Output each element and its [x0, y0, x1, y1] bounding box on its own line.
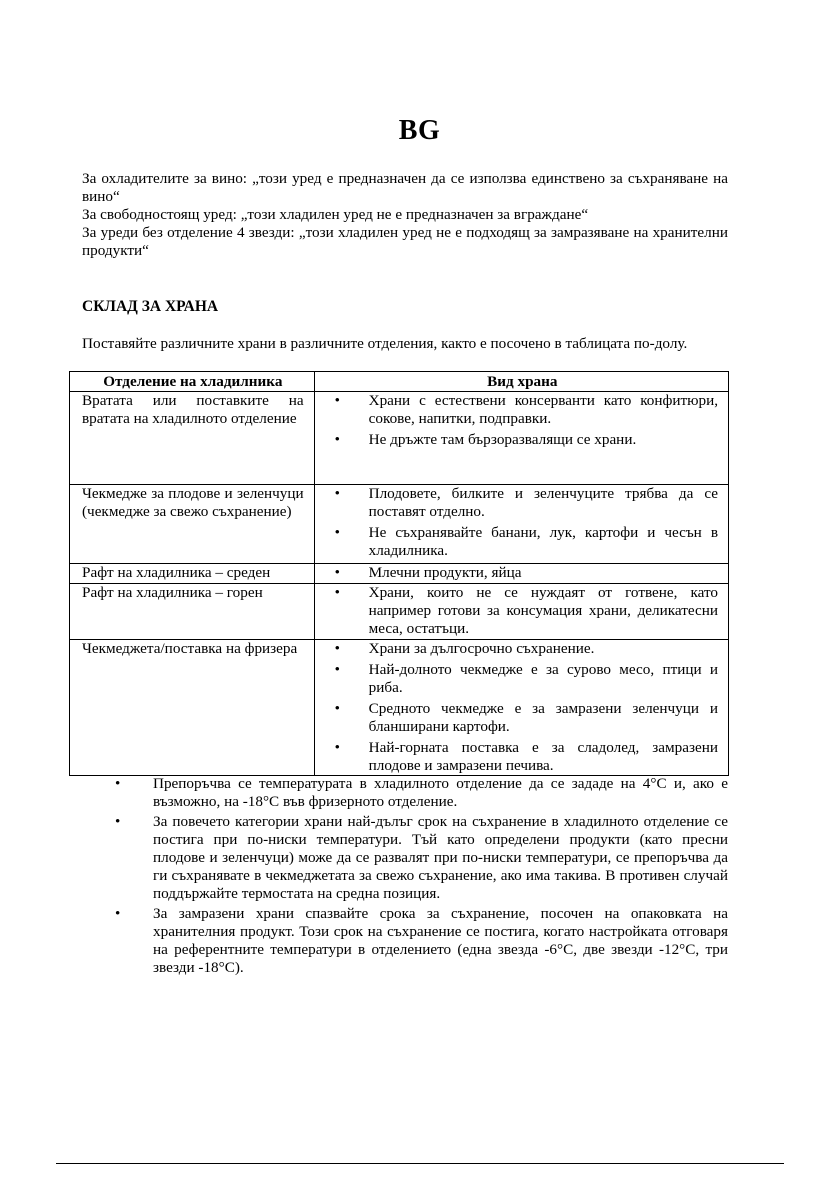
- table-row: [70, 564, 729, 584]
- compartment-middle-shelf: Рафт на хладилника – среден: [82, 564, 271, 581]
- list-item: [82, 775, 728, 811]
- table-header-row: [70, 372, 729, 392]
- section-lead: Поставяйте различните храни в различните отделения, както е посочено в таблицата по-долу.: [82, 335, 688, 352]
- bullet-icon: •: [334, 584, 340, 601]
- food-storage-table: [69, 371, 729, 776]
- bullet-icon: •: [334, 524, 340, 541]
- frozen-food-note: За замразени храни спазвайте срока за съхранение, посочен на опаковката на хранителния продукт. Този срок на съхранение се постига, когато настройката отговаря на референтните температури в отделението (една звезда -6°C, две звезди -12°C, три звезди -18°C).: [153, 905, 728, 976]
- section-title: СКЛАД ЗА ХРАНА: [82, 298, 219, 315]
- storage-notes: [82, 775, 728, 979]
- food-list: [327, 640, 718, 775]
- list-item: • Плодовете, билките и зеленчуците трябва да се поставят отделно.: [334, 485, 718, 520]
- bullet-icon: •: [115, 775, 121, 792]
- footer-divider: [56, 1163, 784, 1164]
- table-row: [70, 584, 729, 640]
- food-list: [327, 392, 718, 449]
- temperature-note: Препоръчва се температурата в хладилното отделение да се зададе на 4°C и, ако е възможно, на -18°C във фризерното отделение.: [153, 775, 728, 810]
- food-list: [327, 564, 718, 582]
- table-row: [70, 640, 729, 776]
- list-item: • Не съхранявайте банани, лук, картофи и чесън в хладилника.: [334, 524, 718, 559]
- bullet-icon: •: [334, 700, 340, 717]
- bullet-icon: •: [115, 813, 121, 830]
- no-four-star-notice: За уреди без отделение 4 звезди: „този хладилен уред не е подходящ за замразяване на хранителни продукти“: [82, 224, 728, 259]
- bullet-icon: •: [115, 905, 121, 922]
- bullet-icon: •: [334, 739, 340, 756]
- food-list: [327, 485, 718, 560]
- compartment-freezer: Чекмеджета/поставка на фризера: [82, 640, 298, 657]
- intro-notices: [82, 170, 728, 260]
- bullet-icon: •: [334, 485, 340, 502]
- list-item: • Средното чекмедже е за замразени зеленчуци и бланширани картофи.: [334, 700, 718, 735]
- list-item: • Млечни продукти, яйца: [334, 564, 522, 581]
- list-item: • Най-горната поставка е за сладолед, замразени плодове и замразени печива.: [334, 739, 718, 774]
- list-item: • Храни за дългосрочно съхранение.: [334, 640, 595, 657]
- food-list: [327, 584, 718, 638]
- freestanding-notice: За свободностоящ уред: „този хладилен уред не е предназначен за вграждане“: [82, 206, 589, 223]
- bullet-icon: •: [334, 392, 340, 409]
- bullet-icon: •: [334, 564, 340, 581]
- shelf-life-note: За повечето категории храни най-дълъг срок на съхранение в хладилното отделение се постига при по-ниски температури. Тъй като определени продукти (като пресни плодове и зеленчуци) може да се развалят при по-ниски температури, се препоръчва да ги съхранявате в чекмеджетата за свежо съхранение, ако има такива. В противен случай поддържайте термостата на средна позиция.: [153, 813, 728, 902]
- table-row: [70, 485, 729, 564]
- list-item: • Не дръжте там бързоразвалящи се храни.: [334, 431, 637, 448]
- compartment-column-header: Отделение на хладилника: [70, 372, 315, 392]
- bullet-icon: •: [334, 661, 340, 678]
- bullet-icon: •: [334, 431, 340, 448]
- language-heading: BG: [398, 115, 441, 146]
- compartment-top-shelf: Рафт на хладилника – горен: [82, 584, 263, 601]
- list-item: [82, 905, 728, 977]
- list-item: • Храни, които не се нуждаят от готвене, като например готови за консумация храни, деликатесни меса, остатъци.: [334, 584, 718, 637]
- wine-cooler-notice: За охладителите за вино: „този уред е предназначен да се използва единствено за съхраняване на вино“: [82, 170, 728, 205]
- compartment-crisper: Чекмедже за плодове и зеленчуци (чекмедже за свежо съхранение): [82, 485, 304, 520]
- table-row: [70, 392, 729, 485]
- bullet-icon: •: [334, 640, 340, 657]
- list-item: • Най-долното чекмедже е за сурово месо, птици и риба.: [334, 661, 718, 696]
- list-item: [82, 813, 728, 903]
- compartment-door: Вратата или поставките на вратата на хладилното отделение: [82, 392, 304, 427]
- list-item: • Храни с естествени консерванти като конфитюри, сокове, напитки, подправки.: [334, 392, 718, 427]
- food-type-column-header: Вид храна: [314, 372, 728, 392]
